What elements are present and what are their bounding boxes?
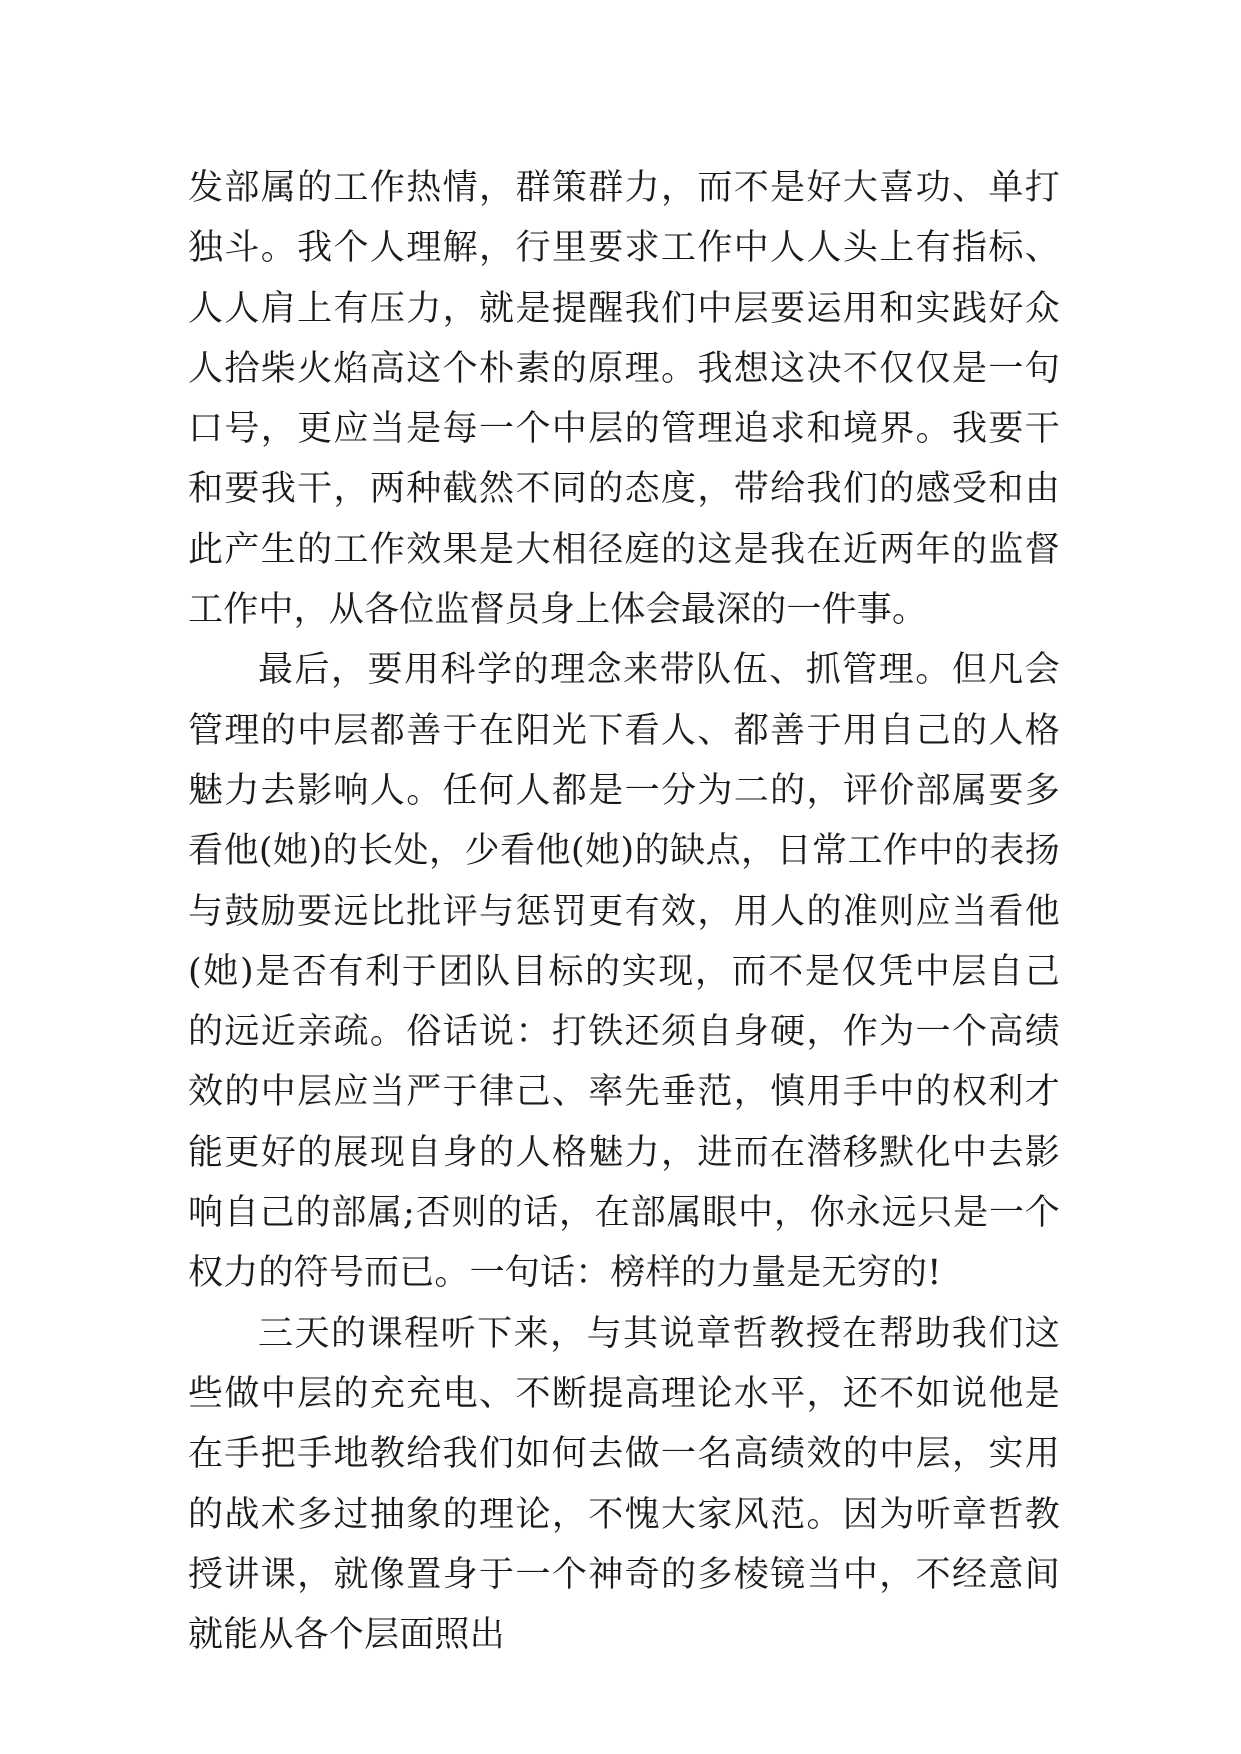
paragraph-course-summary: 三天的课程听下来，与其说章哲教授在帮助我们这些做中层的充充电、不断提高理论水平，还不如说他是在手把手地教给我们如何去做一名高绩效的中层，实用的战术多过抽象的理论，不愧大家风范。因为听章哲教授讲课，就像置身于一个神奇的多棱镜当中，不经意间就能从各个层面照出: [188, 1313, 1060, 1656]
paragraph-continued: 发部属的工作热情，群策群力，而不是好大喜功、单打独斗。我个人理解，行里要求工作中人人头上有指标、人人肩上有压力，就是提醒我们中层要运用和实践好众人拾柴火焰高这个朴素的原理。我想这决不仅仅是一句口号，更应当是每一个中层的管理追求和境界。我要干和要我干，两种截然不同的态度，带给我们的感受和由此产生的工作效果是大相径庭的这是我在近两年的监督工作中，从各位监督员身上体会最深的一件事。: [188, 168, 1060, 631]
document-body: [188, 158, 1060, 1665]
paragraph-management-concept: 最后，要用科学的理念来带队伍、抓管理。但凡会管理的中层都善于在阳光下看人、都善于用自己的人格魅力去影响人。任何人都是一分为二的，评价部属要多看他(她)的长处，少看他(她)的缺点，日常工作中的表扬与鼓励要远比批评与惩罚更有效，用人的准则应当看他(她)是否有利于团队目标的实现，而不是仅凭中层自己的远近亲疏。俗话说：打铁还须自身硬，作为一个高绩效的中层应当严于律己、率先垂范，慎用手中的权利才能更好的展现自身的人格魅力，进而在潜移默化中去影响自己的部属;否则的话，在部属眼中，你永远只是一个权力的符号而已。一句话：榜样的力量是无穷的!: [188, 650, 1060, 1294]
